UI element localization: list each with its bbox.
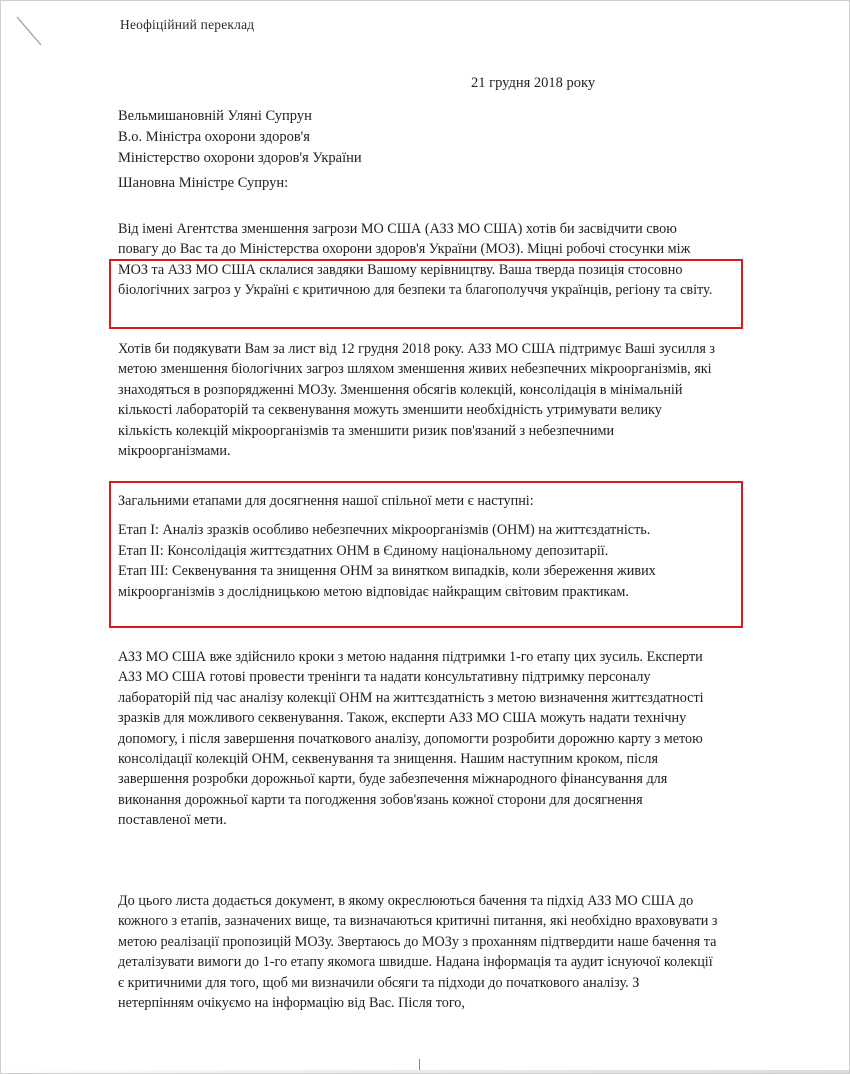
addressee-line-3: Міністерство охорони здоров'я України [118, 150, 362, 166]
scan-bottom-edge [1, 1070, 849, 1073]
paragraph-block-1 [118, 219, 718, 301]
paragraph: До цього листа додається документ, в якому окреслюються бачення та підхід АЗЗ МО США до кожного з етапів, зазначених вище, та визначаються критичні питання, які необхідно враховувати з метою реалізації пропозицій МОЗу. Звертаюсь до МОЗу з проханням підтвердити наше бачення та деталізувати вимоги до 1-го етапу якомога швидше. Надана інформація та аудит існуючої колекції є критичними для того, щоб ми визначили обсяги та підходи до початкового аналізу. З нетерпінням очікуємо на інформацію від Вас. Після того, [118, 893, 718, 1012]
paragraph: АЗЗ МО США вже здійснило кроки з метою надання підтримки 1-го етапу цих зусиль. Експерти АЗЗ МО США готові провести тренінги та надати консультативну підтримку персоналу лабораторій під час аналізу колекції ОНМ на життєздатність з метою визначення життєздатності зразків для можливого секвенування. Також, експерти АЗЗ МО США можуть надати технічну допомогу, і після завершення початкового аналізу, допомогти розробити дорожню карту з метою консолідації колекцій ОНМ, секвенування та знищення. Нашим наступним кроком, після завершення розробки дорожньої карти, буде забезпечення міжнародного фінансування для виконання дорожньої карти та погодження зобов'язань кожної сторони для досягнення поставленої мети. [118, 649, 704, 829]
paragraph: Від імені Агентства зменшення загрози МО США (АЗЗ МО США) хотів би засвідчити свою повагу до Вас та до Міністерства охорони здоров'я України (МОЗ). Міцні робочі стосунки між МОЗ та АЗЗ МО США склалися завдяки Вашому керівництву. Ваша тверда позиція стосовно біологічних загроз у Україні є критичною для безпеки та благополуччя українців, регіону та світу. [118, 221, 713, 299]
paragraph: Хотів би подякувати Вам за лист від 12 грудня 2018 року. АЗЗ МО США підтримує Ваші зусилля з метою зменшення біологічних загроз шляхом зменшення живих небезпечних мікроорганізмів, які знаходяться в розпорядженні МОЗу. Зменшення обсягів колекцій, консолідація в мінімальній кількості лабораторій та секвенування можуть зменшити необхідність утримувати велику кількість колекцій мікроорганізмів та зменшити ризик пов'язаний з небезпечними мікроорганізмами. [118, 341, 716, 460]
stage-item: Етап III: Секвенування та знищення ОНМ за винятком випадків, коли збереження живих мікроорганізмів з дослідницькою метою відповідає найкращим світовим практикам. [118, 563, 656, 600]
paragraph-block-3 [118, 647, 718, 831]
translation-note: Неофіційний переклад [120, 17, 255, 32]
stages-intro: Загальними етапами для досягнення нашої спільної мети є наступні: [118, 493, 534, 509]
stages-block [118, 491, 718, 602]
addressee-line-1: Вельмишановній Уляні Супрун [118, 108, 312, 124]
addressee-block [118, 106, 678, 169]
paragraph-block-4 [118, 891, 718, 1013]
scan-corner-artifact [15, 15, 51, 51]
letter-content [113, 1, 753, 1073]
salutation: Шановна Міністре Супрун: [118, 175, 289, 191]
stage-item: Етап II: Консолідація життєздатних ОНМ в Єдиному національному депозитарії. [118, 542, 609, 559]
paragraph-block-2 [118, 339, 718, 461]
addressee-line-2: В.о. Міністра охорони здоров'я [118, 129, 310, 145]
stage-item: Етап I: Аналіз зразків особливо небезпечних мікроорганізмів (ОНМ) на життєздатність. [118, 522, 651, 539]
letter-date: 21 грудня 2018 року [471, 75, 596, 91]
spacer [118, 511, 718, 520]
